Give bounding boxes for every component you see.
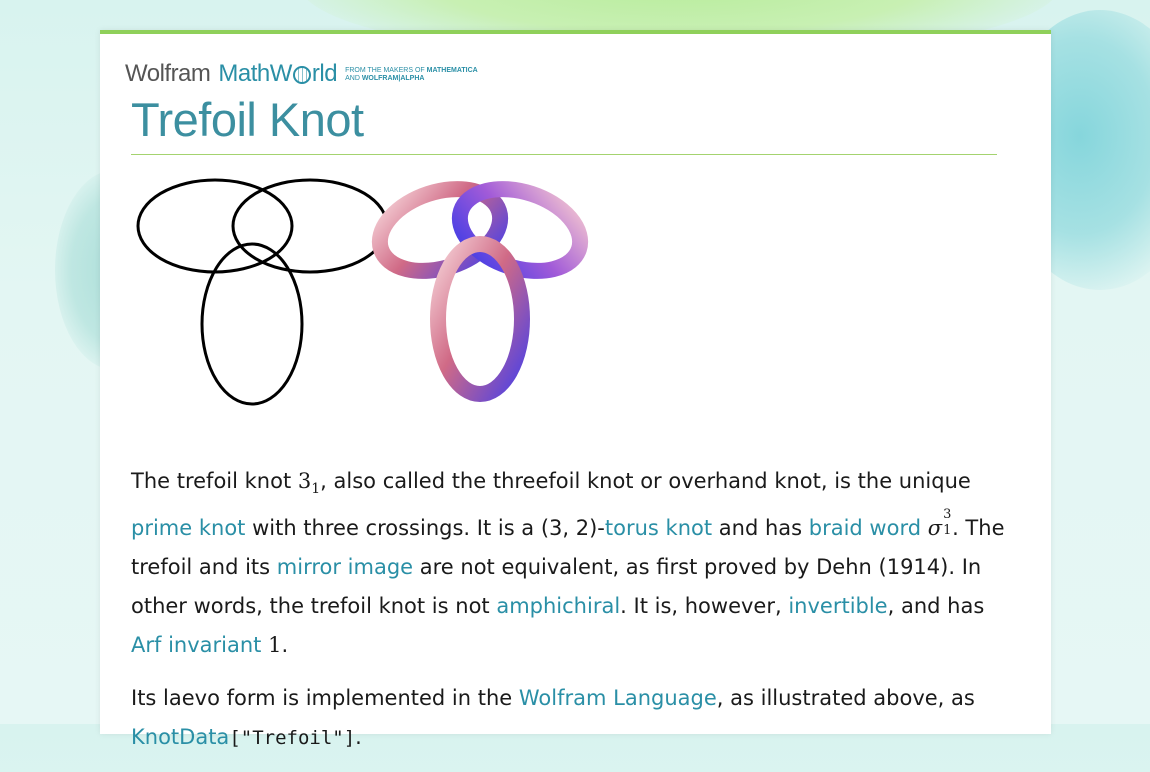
trefoil-line-diagram [138,180,387,404]
logo-mathworld-suffix: rld [311,60,338,87]
link-knotdata[interactable]: KnotData [131,725,230,749]
logo-wolfram-text: Wolfram [125,60,211,87]
article-body [131,462,1011,772]
braid-word-formula: σ 3 1 [927,507,952,540]
title-divider [131,154,997,155]
code-snippet: ["Trefoil"] [229,727,356,749]
article-card [100,30,1051,749]
paragraph-implementation: Its laevo form is implemented in the Wolfram Language, as illustrated above, as KnotData["Trefoil"]. [131,686,975,749]
trefoil-tube-render [369,175,590,394]
link-wolfram-language[interactable]: Wolfram Language [518,686,717,710]
logo-tagline-line1: FROM THE MAKERS OF MATHEMATICA [345,67,478,74]
trefoil-figure [135,174,595,409]
page-title: Trefoil Knot [131,93,364,146]
link-amphichiral[interactable]: amphichiral [496,594,621,618]
link-torus-knot[interactable]: torus knot [604,516,713,540]
link-invertible[interactable]: invertible [788,594,888,618]
site-logo[interactable] [125,58,478,86]
link-arf-invariant[interactable]: Arf invariant [131,633,262,657]
logo-tagline [345,67,478,83]
link-mirror-image[interactable]: mirror image [276,555,414,579]
link-braid-word[interactable]: braid word [808,516,922,540]
arf-value: 1 [268,633,282,657]
logo-tagline-line2: AND WOLFRAM|ALPHA [345,75,425,82]
globe-icon [293,66,311,84]
link-prime-knot[interactable]: prime knot [131,516,246,540]
logo-mathworld-prefix: MathW [218,60,292,87]
logo-mathworld-text [218,62,337,86]
paragraph-definition: The trefoil knot $3_1$, also called the threefoil knot or overhand knot, is the unique prime knot with three crossings. It is a (3, 2)-torus knot and has braid word σ 3 1 . The trefoil and its mirror image are not equivalent, as first proved by Dehn (1914). In other words, the trefoil knot is not amphichiral. It is, however, invertible, and has Arf invariant 1. [131,469,1005,657]
knot-notation: $3_1$ [297,469,321,497]
